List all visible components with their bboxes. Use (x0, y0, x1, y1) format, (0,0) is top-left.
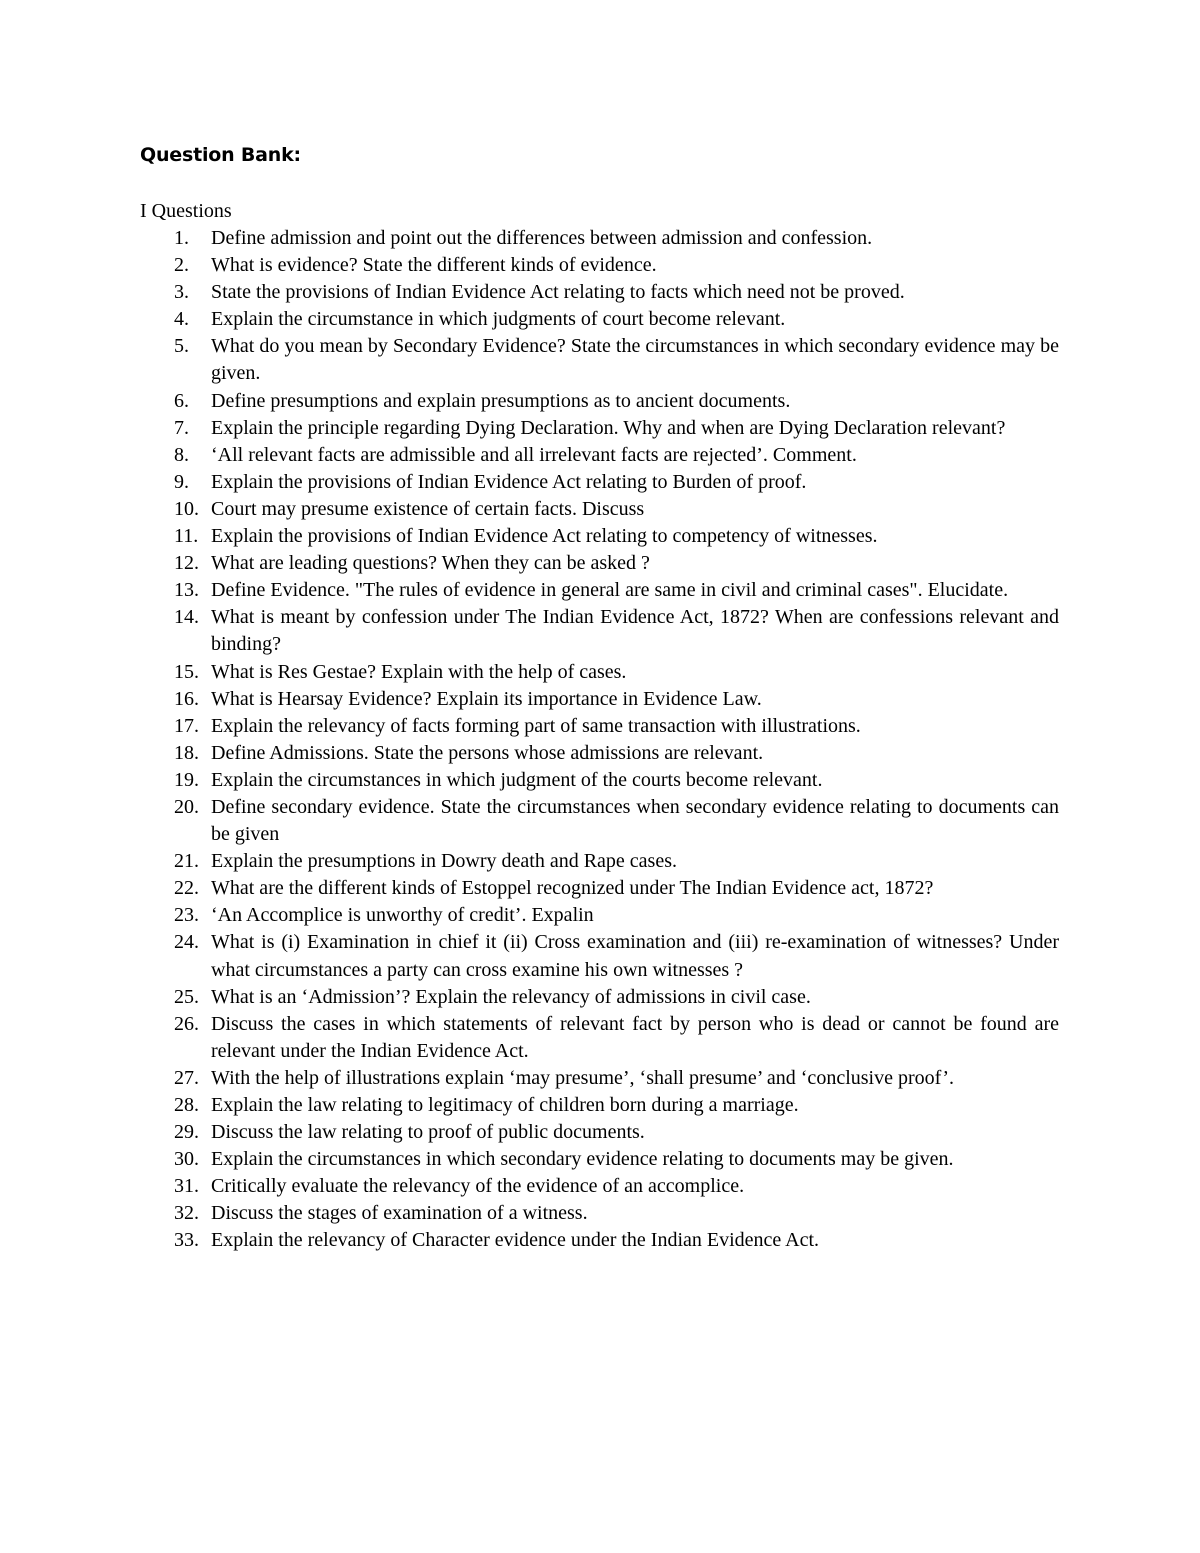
question-item (0, 1092, 1200, 1119)
question-text: Explain the principle regarding Dying Declaration. Why and when are Dying Declaration relevant? (211, 416, 1006, 439)
question-item (0, 875, 1200, 902)
question-number: 13. (174, 579, 199, 602)
question-number: 7. (174, 416, 189, 439)
question-number: 30. (174, 1148, 199, 1171)
question-text: Explain the circumstance in which judgments of court become relevant. (211, 308, 786, 331)
question-number: 15. (174, 660, 199, 683)
question-item (0, 496, 1200, 523)
question-number: 29. (174, 1121, 199, 1144)
question-text: Explain the relevancy of Character evidence under the Indian Evidence Act. (211, 1229, 820, 1252)
question-number: 19. (174, 768, 199, 791)
page-title: Question Bank: (140, 144, 301, 166)
question-text: Explain the presumptions in Dowry death and Rape cases. (211, 850, 677, 873)
question-item (0, 333, 1200, 387)
question-number: 11. (174, 525, 199, 548)
question-number: 17. (174, 714, 199, 737)
question-text: ‘An Accomplice is unworthy of credit’. Expalin (211, 904, 594, 927)
question-text: Explain the provisions of Indian Evidence Act relating to Burden of proof. (211, 470, 807, 493)
question-item (0, 252, 1200, 279)
question-text: With the help of illustrations explain ‘may presume’, ‘shall presume’ and ‘conclusive proof’. (211, 1066, 955, 1089)
question-item (0, 523, 1200, 550)
question-text: What do you mean by Secondary Evidence? State the circumstances in which secondary evidence may be given. (211, 335, 1059, 385)
question-text: What is (i) Examination in chief it (ii) Cross examination and (iii) re-examination of witnesses? Under what circumstances a party can cross examine his own witnesses ? (211, 931, 1059, 981)
question-number: 32. (174, 1202, 199, 1225)
question-text: Explain the relevancy of facts forming part of same transaction with illustrations. (211, 714, 861, 737)
question-item (0, 550, 1200, 577)
question-text: Critically evaluate the relevancy of the evidence of an accomplice. (211, 1175, 745, 1198)
question-item (0, 1011, 1200, 1065)
question-text: What is meant by confession under The Indian Evidence Act, 1872? When are confessions relevant and binding? (211, 606, 1059, 656)
question-item (0, 1227, 1200, 1254)
question-text: Define Admissions. State the persons whose admissions are relevant. (211, 741, 764, 764)
question-number: 4. (174, 308, 189, 331)
question-number: 14. (174, 606, 199, 629)
question-item (0, 1173, 1200, 1200)
question-text: What are leading questions? When they can be asked ? (211, 552, 650, 575)
question-item (0, 279, 1200, 306)
question-item (0, 388, 1200, 415)
question-text: What is Res Gestae? Explain with the help of cases. (211, 660, 627, 683)
question-text: Define secondary evidence. State the circumstances when secondary evidence relating to documents can be given (211, 795, 1059, 846)
question-number: 22. (174, 877, 199, 900)
question-number: 26. (174, 1012, 199, 1035)
question-item (0, 577, 1200, 604)
question-number: 28. (174, 1094, 199, 1116)
question-item (0, 659, 1200, 686)
question-item (0, 225, 1200, 252)
question-text: Discuss the cases in which statements of relevant fact by person who is dead or cannot be found are relevant under the Indian Evidence Act. (211, 1012, 1059, 1062)
question-text: What is evidence? State the different kinds of evidence. (211, 254, 657, 277)
question-item (0, 686, 1200, 713)
question-item (0, 740, 1200, 767)
question-number: 20. (174, 795, 199, 818)
question-number: 27. (174, 1066, 199, 1089)
question-number: 18. (174, 741, 199, 764)
question-number: 21. (174, 850, 199, 873)
question-text: ‘All relevant facts are admissible and all irrelevant facts are rejected’. Comment. (211, 443, 857, 466)
question-item (0, 767, 1200, 794)
question-number: 3. (174, 281, 189, 304)
question-item (0, 984, 1200, 1011)
question-number: 33. (174, 1229, 199, 1252)
question-number: 6. (174, 389, 189, 412)
question-text: Explain the provisions of Indian Evidence Act relating to competency of witnesses. (211, 525, 878, 548)
question-number: 8. (174, 443, 189, 466)
question-number: 16. (174, 687, 199, 710)
question-item (0, 1146, 1200, 1173)
question-text: Explain the circumstances in which secondary evidence relating to documents may be given. (211, 1148, 954, 1171)
question-number: 12. (174, 552, 199, 575)
question-item (0, 469, 1200, 496)
question-item (0, 848, 1200, 875)
question-item (0, 306, 1200, 333)
question-item (0, 604, 1200, 658)
question-text: State the provisions of Indian Evidence Act relating to facts which need not be proved. (211, 281, 905, 304)
question-number: 31. (174, 1175, 199, 1198)
question-item (0, 794, 1200, 848)
question-number: 2. (174, 254, 189, 277)
section-label: I Questions (140, 200, 232, 222)
question-text: Discuss the stages of examination of a witness. (211, 1202, 588, 1225)
question-number: 9. (174, 470, 189, 493)
question-text: Explain the circumstances in which judgment of the courts become relevant. (211, 768, 823, 791)
question-text: What are the different kinds of Estoppel recognized under The Indian Evidence act, 1872? (211, 877, 934, 900)
question-text: Define Evidence. "The rules of evidence in general are same in civil and criminal cases". Elucidate. (211, 579, 1009, 602)
question-list (0, 225, 1200, 1255)
question-item (0, 442, 1200, 469)
question-text: Court may presume existence of certain facts. Discuss (211, 497, 645, 520)
question-number: 10. (174, 497, 199, 520)
question-text: What is Hearsay Evidence? Explain its importance in Evidence Law. (211, 687, 762, 710)
question-item (0, 929, 1200, 983)
question-number: 24. (174, 931, 199, 954)
question-item (0, 415, 1200, 442)
question-text: Define admission and point out the differences between admission and confession. (211, 227, 873, 249)
question-item (0, 902, 1200, 929)
question-number: 1. (174, 227, 189, 249)
question-item (0, 713, 1200, 740)
question-text: Define presumptions and explain presumptions as to ancient documents. (211, 389, 791, 412)
question-item (0, 1065, 1200, 1092)
question-item (0, 1119, 1200, 1146)
question-item (0, 1200, 1200, 1227)
question-number: 23. (174, 904, 199, 927)
question-text: What is an ‘Admission’? Explain the relevancy of admissions in civil case. (211, 985, 811, 1008)
question-number: 5. (174, 335, 189, 358)
question-number: 25. (174, 985, 199, 1008)
question-text: Discuss the law relating to proof of public documents. (211, 1121, 645, 1144)
question-text: Explain the law relating to legitimacy of children born during a marriage. (211, 1094, 799, 1116)
